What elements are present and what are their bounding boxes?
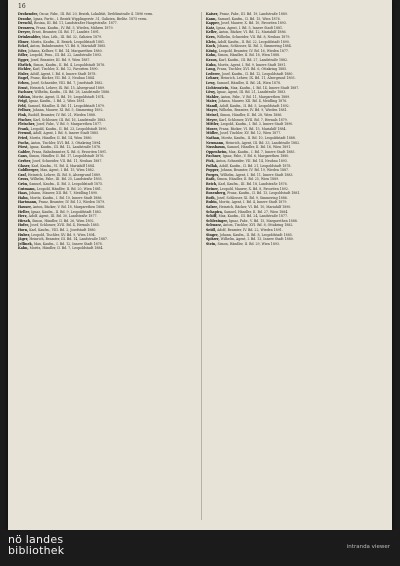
entry-name: Ernst, [18, 85, 29, 90]
entry-name: Salzer, [206, 204, 218, 209]
entry-details: Adolf, Kaufm., II. Bd. 5, Leopoldstadt 1892. [219, 103, 290, 108]
entry-name: Kann, [206, 16, 217, 21]
entry-name: Kaiser, [206, 12, 219, 16]
entry-details: Franz, Kaufm., II. Bd. 13, Leopoldstadt 1881. [227, 191, 301, 196]
entry-name: Kohn, [206, 53, 217, 58]
entry-name: Grün, [18, 181, 29, 186]
entry-details: Josef, Beamter, III. Bd. 9, Wien 1887. [30, 57, 91, 62]
entry-name: Pachner, [206, 154, 222, 159]
entry-details: Karl, Tischler, X. Bd. 12, Favoriten 1890. [32, 67, 99, 72]
entry-details: Ignaz, Kaufm., III. Bd. 12, Landstraße 1878. [29, 145, 102, 150]
entry-name: Rath, [206, 177, 216, 182]
entry-name: Kraus, [206, 57, 218, 62]
logo-line-2: bibliothek [8, 544, 65, 557]
entry-details: Heinrich, Bäcker, VI. Bd. 10, Mariahilf 1890. [219, 204, 292, 209]
entry-details: Rudolf, Beamter, IV. Bd. 21, Wieden 1888. [28, 113, 96, 118]
library-logo[interactable] [8, 534, 64, 556]
entry-name: Huber, [18, 232, 31, 237]
entry-name: König, [206, 48, 218, 53]
entry-details: Karl, Kaufm., III. Bd. 18, Landstraße 1876. [218, 181, 288, 186]
entry-name: Horn, [18, 227, 29, 232]
entry-details: Karl, Schlosser, XVII. Bd. 7, Hernals 1879. [219, 117, 288, 122]
entry-details: Anton, Tischler, XVI. Bd. 8, Ottakring 1882. [222, 223, 294, 228]
entry-name: Nussbaum, [206, 145, 226, 150]
entry-name: Eisler, [18, 71, 30, 76]
entry-name: Lederer, [206, 71, 221, 76]
entry-name: Drauhe, [18, 16, 33, 21]
entry-name: Goldberger, [18, 168, 40, 173]
entry-details: Josef, Fabr., V. Bd. 9, Margarethen 1877. [36, 122, 103, 127]
entry-details: Franz, Fabr., III. Bd. 19, Landstraße 1889. [219, 12, 288, 16]
entry-details: Ignaz, Agent, III. Bd. 21, Landstraße 1883. [216, 90, 287, 95]
entry-name: Lichtenstein, [206, 85, 230, 90]
entry-details: Wilhelm, Agent, I. Bd. 13, Innere Stadt 1880. [220, 237, 294, 242]
entry-name: Schwarz, [206, 223, 222, 228]
entry-name: Gutmann, [18, 186, 36, 191]
entry-name: Kuhn, [206, 62, 217, 67]
entry-details: Josef, Schneider, VIII. Bd. 7, Josefstadt 1882. [30, 80, 104, 85]
entry-name: Glaser, [18, 163, 31, 168]
entry-details: Josef, Schneider, VII. Bd. 11, Neubau 1887. [32, 159, 103, 163]
entry-details: Franz, Bäcker, VII. Bd. 3, Neubau 1884. [30, 76, 95, 81]
entry-name: Rosenberg, [206, 191, 227, 196]
entry-name: Droszera, [18, 25, 36, 30]
entry-details: Franz, Beamter, IV. Bd. 13, Wieden 1879. [38, 200, 106, 205]
entry-details: Johann, Kaufm., II. Bd. 8, Leopoldstadt 1885. [219, 232, 293, 237]
directory-entry [206, 242, 388, 247]
entry-details: Heinrich, Lehrer, IX. Bd. 15, Alsergrund 1889. [29, 85, 105, 90]
entry-name: Gerber, [18, 159, 32, 163]
entry-name: Jäger, [18, 237, 29, 242]
entry-details: Moritz, Kaufm., I. Bd. 10, Innere Stadt 1886. [29, 195, 103, 200]
entry-details: Leopold, Händler, II. Bd. 20, Wien 1881. [36, 186, 102, 191]
entry-name: Eschner, [18, 90, 34, 95]
entry-details: Leopold, Kaufm., II. Bd. 23, Leopoldstadt 1890. [30, 126, 108, 131]
entry-details: Max, Lith., III. Bd. 32, Galizien 1879. [42, 34, 103, 39]
entry-name: Lewy, [206, 80, 216, 85]
entry-details: Simon, Händler, II. Bd. 17, Leopoldstadt 1876. [29, 154, 105, 159]
entry-name: Reich, [206, 181, 218, 186]
entry-details: Karl, Kaufm., III. Bd. 27, Landstraße 1882. [218, 57, 289, 62]
entry-details: Johann, Maurer, XII. Bd. 4, Meidling 1876. [218, 99, 288, 104]
entry-details: Franz, Bäcker, VI. Bd. 15, Mariahilf 1884. [219, 126, 287, 131]
entry-details: Ignaz, Kaufm., II. Bd. 9, Leopoldstadt 1883. [31, 209, 102, 214]
entry-details: Moritz, Agent, I. Bd. 4, Innere Stadt 1879. [218, 200, 288, 205]
entry-name: Rubin, [206, 200, 218, 205]
entry-name: Klein, [206, 39, 217, 44]
entry-details: Ignaz, Fabr., V. Bd. 6, Margarethen 1880. [222, 154, 290, 159]
entry-details: Moritz, Händler, II. Bd. 14, Wien 1880. [29, 136, 93, 141]
entry-name: Fischer, [18, 117, 33, 122]
entry-name: Schiff, [206, 214, 218, 219]
entry-name: Nathan, [206, 136, 221, 141]
entry-name: Keller, [206, 30, 218, 35]
entry-details: Moritz, Händler, II. Bd. 7, Leopoldstadt 1884. [29, 246, 104, 251]
entry-name: Meisel, [206, 113, 219, 118]
entry-details: Moritz, Agent, II. Bd. 19, Leopoldstadt 1874. [32, 94, 105, 99]
entry-details: Josef, Kaufm., II. Bd. 12, Leopoldstadt 1880. [221, 71, 294, 76]
entry-details: Karl, Kaufm., VIII. Bd. 2, Josefstadt 1880. [29, 227, 97, 232]
entry-name: Gans, [18, 154, 29, 159]
entry-details: Moritz, Kaufm., II. Bd. 10, Leopoldstadt 1888. [221, 136, 296, 141]
entry-details: Simon, Händler, II. Bd. 29, Wien 1893. [217, 241, 280, 246]
entry-name: Ebner, [18, 39, 30, 44]
entry-name: Haas, [18, 191, 29, 196]
entry-details: Ignaz, Agent, I. Bd. 5, Innere Stadt 1881. [216, 25, 284, 30]
entry-name: Oppenheim, [206, 149, 228, 154]
entry-details: Samuel, Kaufm., II. Bd. 3, Leopoldstadt 1875. [29, 181, 104, 186]
entry-details: Anton, Bäcker, V. Bd. 18, Margarethen 1888. [32, 204, 106, 209]
entry-details: Wilhelm, Fabr., III. Bd. 25, Landstraße 1893. [30, 177, 103, 182]
entry-name: Eckel, [18, 44, 29, 49]
entry-name: Moser, [206, 126, 219, 131]
entry-name: Singer, [206, 232, 219, 237]
entry-details: Samuel, Händler, II. Bd. 24, Wien 1878. [216, 80, 282, 85]
entry-details: Simon, Händler, II. Bd. 26, Wien 1892. [32, 218, 95, 223]
entry-name: Kapper, [206, 21, 220, 26]
entry-details: Max, Agent, I. Bd. 15, Wien 1882. [40, 168, 95, 173]
entry-name: Fuchs, [18, 140, 30, 145]
entry-name: Neumann, [206, 140, 225, 145]
entry-name: Mandl, [206, 103, 219, 108]
directory-entry [18, 246, 200, 251]
entry-details: Anton, Bäcker, VI. Bd. 12, Mariahilf 1886. [218, 30, 287, 35]
entry-name: Löwy, [206, 90, 216, 95]
entry-details: Josef, Tischler, XV. Bd. 12, Wien 1877. [219, 131, 282, 136]
entry-details: Simon, Händler, II. Bd. 28, Wien 1886. [219, 113, 283, 118]
entry-name: Edler, [18, 53, 29, 58]
entry-name: Engel, [18, 76, 30, 81]
entry-name: Gabler, [18, 149, 31, 154]
page-number: 16 [18, 3, 26, 10]
entry-name: Lehner, [206, 76, 220, 81]
entry-name: Fabian, [18, 94, 32, 99]
entry-details: Adolf, Agent, I. Bd. 8, Innere Stadt 1885. [32, 131, 100, 136]
entry-name: Fried, [18, 136, 29, 141]
logo-line-1: nö landes [8, 533, 64, 546]
entry-details: Ernst, Beamter, III. Bd. 17, Landstr. 1891. [31, 30, 100, 35]
entry-details: Wilhelm, Schneider, VII. Bd. 8, Neubau 1879. [216, 34, 291, 39]
entry-name: Schapira, [206, 209, 223, 214]
entry-details: Max, Kaufm., III. Bd. 24, Landstraße 1877. [218, 214, 288, 219]
entry-name: Drinkwalder, [18, 34, 42, 39]
entry-details: Moritz, Kaufm., II. Bezirk, Leopoldstadt 1881. [30, 39, 106, 44]
entry-details: Adolf, Kaufm., II. Bd. 22, Leopoldstadt 1890. [217, 39, 290, 44]
entry-name: Eichler, [18, 67, 32, 72]
entry-name: Stein, [206, 241, 217, 246]
entry-name: Frank, [18, 126, 30, 131]
entry-name: Meyer, [206, 117, 218, 122]
entry-name: Porges, [206, 172, 220, 177]
entry-details: Anton, Tischler, XVI. Bd. 3, Ottakring 1894. [30, 140, 102, 145]
entry-details: Johann, Maurer, XI. Bd. 5, Simmering 1892. [32, 108, 104, 113]
entry-details: Leopold, Kaufm., I. Bd. 3, Innere Stadt 1890. [220, 122, 294, 127]
entry-details: Max, Kaufm., I. Bd. 7, Innere Stadt 1885. [228, 149, 296, 154]
entry-name: Graf, [18, 172, 27, 177]
entry-details: Johann, Maurer, XII. Bd. 7, Meidling 1890. [29, 191, 98, 196]
entry-name: Mayer, [206, 108, 219, 113]
entry-name: Freund, [18, 131, 32, 136]
entry-details: Wilhelm, Kaufm., III. Bd. 28, Landstraße 1886. [34, 90, 111, 95]
entry-name: Müller, [206, 131, 219, 136]
entry-name: Maier, [206, 99, 218, 104]
entry-name: Roth, [206, 195, 216, 200]
entry-name: Feld, [18, 103, 27, 108]
entry-details: Ignaz, Partic., I. Bezirk Wipplingerstr. 31, Galizien, Bielitz. 1875 verm. [33, 16, 148, 21]
entry-name: Hartmann, [18, 200, 38, 205]
entry-details: Leopold, Maurer, X. Bd. 8, Favoriten 1892. [219, 186, 289, 191]
entry-name: Fink, [18, 113, 28, 118]
entry-name: Schlesinger, [206, 218, 228, 223]
entry-details: Josef, Maurer, X. Bd. 10, Favoriten 1893. [220, 21, 287, 26]
entry-details: Simon, Händler, II. Bd. 25, Wien 1889. [216, 177, 280, 182]
entry-details: Samuel, Kaufm., II. Bd. 15, Wien 1876. [217, 16, 281, 21]
entry-details: Heinrich, Agent, III. Bd. 33, Landstraße 1882. [225, 140, 301, 145]
entry-name: Herz, [18, 214, 28, 219]
entry-name: Dreyer, [18, 30, 31, 35]
entry-name: Heller, [18, 209, 31, 214]
entry-name: Hirsch, [18, 218, 32, 223]
entry-details: Samuel, Händler, II. Bd. 27, Wien 1884. [223, 209, 289, 214]
entry-name: Seidl, [206, 227, 217, 232]
scanned-page [8, 0, 392, 530]
entry-name: Jellinek, [18, 241, 33, 246]
entry-name: Katz, [206, 25, 216, 30]
column-divider [201, 12, 202, 520]
entry-details: Max, Kaufm., I. Bd. 14, Innere Stadt 1887. [230, 85, 300, 90]
entry-details: Franz, Bahnbeamter, X. Bd. 6, Favoriten 1891. [31, 149, 108, 154]
entry-name: Fürst, [18, 145, 29, 150]
entry-details: Ignaz, Kaufm., I. Bd. 2, Wien 1881. [28, 99, 86, 104]
entry-details: Johann, Schlosser, XI. Bd. 3, Simmering 1884. [217, 44, 292, 49]
entry-details: Adolf, Beamter, IV. Bd. 22, Wieden 1891. [217, 227, 283, 232]
entry-details: Simon, Händler, II. Bd. 18, Wien 1888. [217, 53, 281, 58]
entry-details: Josef, Schlosser, XVII. Bd. 4, Hernals 1885. [30, 223, 100, 228]
entry-details: Moritz, Agent, I. Bd. 9, Innere Stadt 1891. [217, 62, 287, 67]
entry-details: Simon, Kaufm., II. Bd. 4, Leopoldstadt 1876. [33, 62, 106, 67]
entry-name: Reiner, [206, 186, 219, 191]
entry-name: Mahler, [206, 94, 220, 99]
entry-name: Erben, [18, 80, 30, 85]
entry-details: Heinrich, Beamter, III. Bd. 14, Landstraße 1887. [29, 237, 108, 242]
entry-details: Leopold, Tischler, XV. Bd. 9, Wien 1894. [31, 232, 96, 237]
entry-name: Popper, [206, 168, 220, 173]
entry-name: Drohender, [18, 12, 39, 16]
entry-name: Koch, [206, 44, 217, 49]
entry-details: Oscar, Fabr., III. Bd. 20, Bezirk, Lokalität, Dreblinstraße 4. 1896 verm. [39, 12, 154, 16]
entry-name: Ehrlich, [18, 62, 33, 67]
entry-name: Hofer, [18, 223, 30, 228]
entry-details: Franz, Tischler, XVI. Bd. 6, Ottakring 1885. [216, 67, 288, 72]
entry-details: Rosina, III. Bd. 11, Landstraßer Hauptstraße. 1877. [33, 21, 118, 26]
entry-name: Spitzer, [206, 237, 220, 242]
viewer-label: intranda viewer [346, 544, 390, 550]
entry-name: Hauser, [18, 204, 32, 209]
entry-details: Franz, Kaufm., IV. Bd. 5, Wieden, Mähren 1879. [36, 25, 114, 30]
entry-name: Pick, [206, 159, 215, 163]
entry-details: Anton, Bahnbeamter, VI. Bd. 8, Mariahilf 1885. [29, 44, 107, 49]
entry-details: Samuel, Händler, II. Bd. 16, Wien 1891. [226, 145, 292, 150]
entry-name: Lang, [206, 67, 216, 72]
entry-name: Gross, [18, 177, 30, 182]
entry-details: Max, Kaufm., I. Bd. 12, Innere Stadt 1878. [33, 241, 103, 246]
entry-name: Fleischer, [18, 122, 36, 127]
entry-details: Heinrich, Lehrer, IX. Bd. 8, Alsergrund 1889. [27, 172, 101, 177]
entry-name: Eder, [18, 48, 28, 53]
entry-name: Dreschl, [18, 21, 33, 26]
entry-details: Josef, Schlosser, XI. Bd. 9, Simmering 1886. [216, 195, 288, 200]
entry-details: Heinrich, Lehrer, IX. Bd. 11, Alsergrund 1893. [220, 76, 296, 81]
entry-details: Anton, Schneider, VII. Bd. 14, Neubau 1893. [215, 159, 288, 163]
entry-name: Kern, [206, 34, 216, 39]
entry-details: Samuel, Händler, II. Bd. 11, Leopoldstadt 1879. [27, 103, 105, 108]
entry-details: Johann, Kellner, V. Bd. 14, Margarethen 1880. [28, 48, 103, 53]
entry-name: Pollak, [206, 163, 219, 168]
entry-name: Hahn, [18, 195, 29, 200]
entry-name: Mittler, [206, 122, 220, 127]
entry-details: Wilhelm, Agent, I. Bd. 11, Innere Stadt 1883. [220, 172, 294, 177]
entry-details: Karl, Schlosser, III. Bd. 16, Landstraße 1883. [33, 117, 107, 122]
entry-details: Anton, Fabr., V. Bd. 11, Margarethen 1889. [220, 94, 291, 99]
entry-details: Leopold, Beamter, IV. Bd. 16, Wieden 1877. [218, 48, 289, 53]
entry-details: Johann, Beamter, IV. Bd. 19, Wieden 1887. [220, 168, 290, 173]
entry-details: Ignaz, Fabr., V. Bd. 15, Margarethen 1888. [228, 218, 298, 223]
entry-details: Wilhelm, Beamter, IV. Bd. 9, Wieden 1881. [219, 108, 288, 113]
entry-name: Fellner, [18, 108, 32, 113]
entry-details: Adolf, Kaufm., II. Bd. 21, Leopoldstadt 1878. [219, 163, 292, 168]
right-column [206, 12, 388, 524]
left-column [18, 12, 200, 524]
entry-details: Adolf, Agent, I. Bd. 6, Innere Stadt 1878. [30, 71, 97, 76]
entry-name: Egger, [18, 57, 30, 62]
entry-details: Karl, Kaufm., VI. Bd. 4, Mariahilf 1884. [31, 163, 95, 168]
entry-name: Kahn, [18, 246, 29, 251]
entry-name: Feigl, [18, 99, 28, 104]
entry-details: Leopold, Pens., III. Bd. 22, Landstraße 1893. [29, 53, 102, 58]
viewer-footer [0, 530, 400, 566]
entry-details: Adolf, Agent, III. Bd. 30, Landstraße 1877. [28, 214, 98, 219]
